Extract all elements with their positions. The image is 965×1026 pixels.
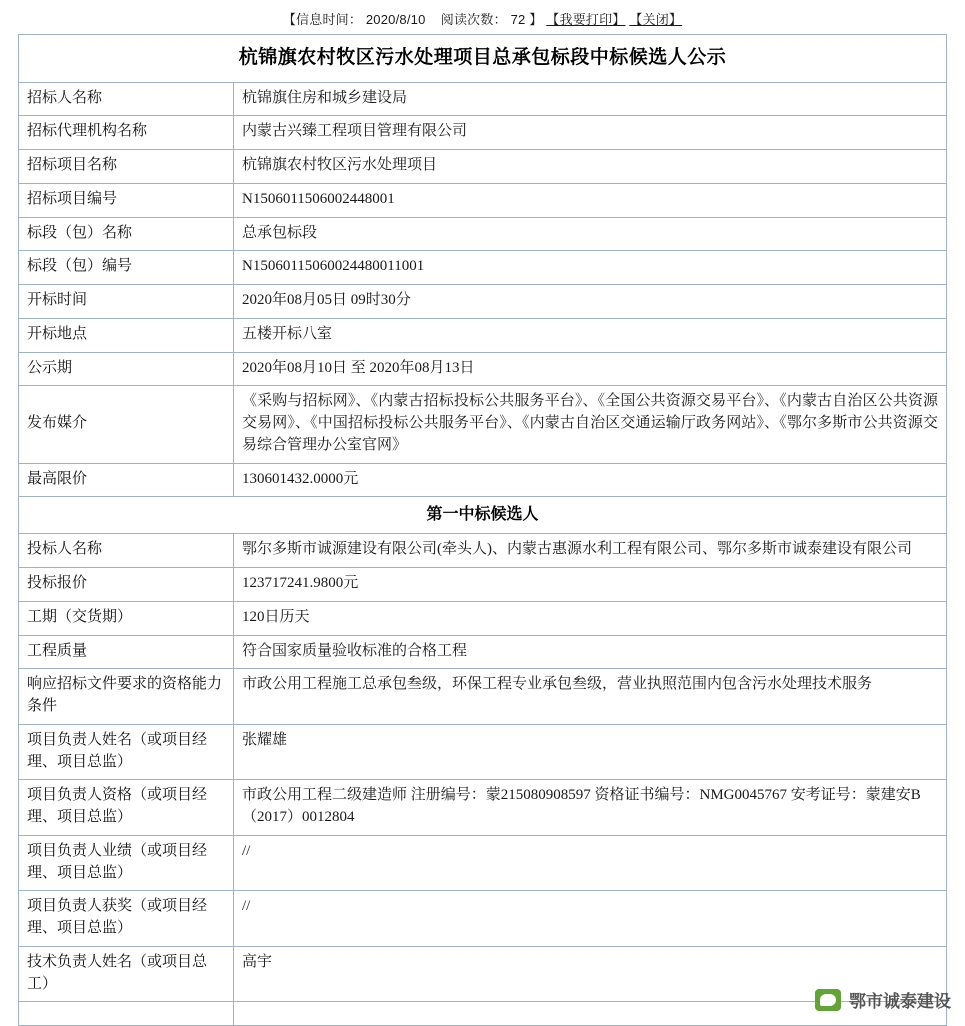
table-row [19, 669, 947, 725]
row-label: 投标人名称 [19, 534, 234, 568]
table-row [19, 82, 947, 116]
table-row-media [19, 386, 947, 463]
row-value: 2020年08月10日 至 2020年08月13日 [234, 352, 947, 386]
row-label: 项目负责人姓名（或项目经理、项目总监） [19, 724, 234, 780]
row-label: 投标报价 [19, 568, 234, 602]
row-label: 发布媒介 [19, 386, 234, 463]
row-value: 2020年08月05日 09时30分 [234, 285, 947, 319]
row-value: 130601432.0000元 [234, 463, 947, 497]
row-label: 最高限价 [19, 463, 234, 497]
row-value: 杭锦旗农村牧区污水处理项目 [234, 150, 947, 184]
row-value: 市政公用工程二级建造师 注册编号：蒙215080908597 资格证书编号：NMG0045767 安考证号：蒙建安B（2017）0012804 [234, 780, 947, 836]
row-value: 杭锦旗住房和城乡建设局 [234, 82, 947, 116]
row-label: 公示期 [19, 352, 234, 386]
table-row [19, 835, 947, 891]
row-label: 招标代理机构名称 [19, 116, 234, 150]
table-row [19, 463, 947, 497]
row-label: 招标项目编号 [19, 183, 234, 217]
row-label: 项目负责人业绩（或项目经理、项目总监） [19, 835, 234, 891]
close-link[interactable]: 【关闭】 [629, 12, 683, 27]
row-value: // [234, 835, 947, 891]
table-row [19, 891, 947, 947]
row-label: 招标人名称 [19, 82, 234, 116]
row-label: 开标地点 [19, 318, 234, 352]
info-time-label: 【信息时间： [282, 12, 363, 27]
section-title-first-candidate: 第一中标候选人 [19, 497, 947, 534]
table-row [19, 534, 947, 568]
views-count: 72 [510, 12, 526, 27]
table-row [19, 285, 947, 319]
table-row [19, 352, 947, 386]
section-header-row [19, 497, 947, 534]
bid-candidate-table [18, 34, 947, 1026]
row-value: 张耀雄 [234, 724, 947, 780]
row-value: 123717241.9800元 [234, 568, 947, 602]
row-value: 市政公用工程施工总承包叁级，环保工程专业承包叁级，营业执照范围内包含污水处理技术服务 [234, 669, 947, 725]
table-row [19, 183, 947, 217]
row-label [19, 1002, 234, 1026]
table-row [19, 946, 947, 1002]
row-value: N15060115060024480011001 [234, 251, 947, 285]
table-row [19, 780, 947, 836]
row-label: 工期（交货期） [19, 601, 234, 635]
row-value: // [234, 891, 947, 947]
table-row [19, 150, 947, 184]
table-title-row [19, 35, 947, 83]
row-value: 符合国家质量验收标准的合格工程 [234, 635, 947, 669]
bracket-close: 】 [529, 12, 543, 27]
table-row [19, 724, 947, 780]
wechat-icon [815, 989, 841, 1011]
row-value: 总承包标段 [234, 217, 947, 251]
row-label: 技术负责人姓名（或项目总工） [19, 946, 234, 1002]
table-row [19, 116, 947, 150]
row-label: 工程质量 [19, 635, 234, 669]
row-label: 开标时间 [19, 285, 234, 319]
document-body [0, 34, 965, 1026]
table-row [19, 217, 947, 251]
row-label: 标段（包）名称 [19, 217, 234, 251]
row-value: N1506011506002448001 [234, 183, 947, 217]
table-row [19, 568, 947, 602]
table-row [19, 318, 947, 352]
row-label: 响应招标文件要求的资格能力条件 [19, 669, 234, 725]
watermark [815, 987, 951, 1012]
row-value: 五楼开标八室 [234, 318, 947, 352]
row-value: 高宇 [234, 946, 947, 1002]
row-value: 内蒙古兴臻工程项目管理有限公司 [234, 116, 947, 150]
row-label: 标段（包）编号 [19, 251, 234, 285]
table-row [19, 635, 947, 669]
row-value: 120日历天 [234, 601, 947, 635]
table-row [19, 251, 947, 285]
watermark-label: 鄂市诚泰建设 [849, 992, 951, 1012]
print-link[interactable]: 【我要打印】 [546, 12, 626, 27]
views-label: 阅读次数： [440, 12, 507, 27]
row-value: 鄂尔多斯市诚源建设有限公司(牵头人)、内蒙古惠源水利工程有限公司、鄂尔多斯市诚泰建设有限公司 [234, 534, 947, 568]
info-meta-bar [0, 0, 965, 34]
row-label: 项目负责人资格（或项目经理、项目总监） [19, 780, 234, 836]
page-title: 杭锦旗农村牧区污水处理项目总承包标段中标候选人公示 [19, 35, 947, 83]
info-time-value: 2020/8/10 [365, 12, 426, 27]
table-row [19, 601, 947, 635]
row-value: 《采购与招标网》、《内蒙古招标投标公共服务平台》、《全国公共资源交易平台》、《内蒙古自治区公共资源交易网》、《中国招标投标公共服务平台》、《内蒙古自治区交通运输厅政务网站》、《鄂尔多斯市公共资源交易综合管理办公室官网》 [234, 386, 947, 463]
table-row-partial [19, 1002, 947, 1026]
row-label: 招标项目名称 [19, 150, 234, 184]
row-label: 项目负责人获奖（或项目经理、项目总监） [19, 891, 234, 947]
